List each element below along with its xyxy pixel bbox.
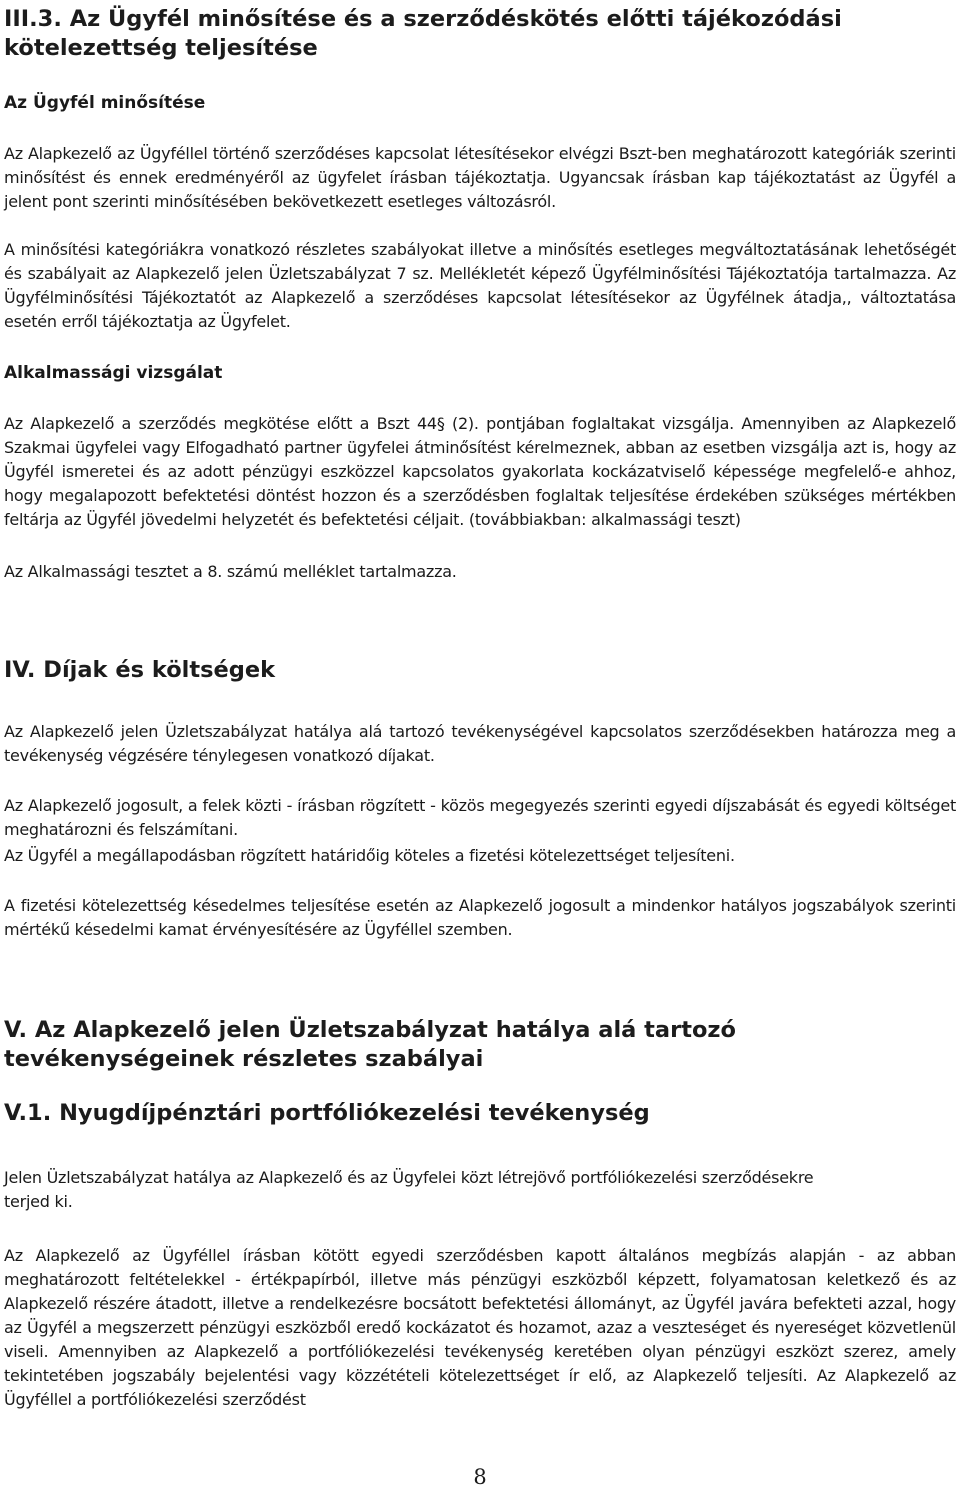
paragraph-v1-2: Az Alapkezelő az Ügyféllel írásban kötött egyedi szerződésben kapott általános megbízás alapján - az abban meghatározott feltételekkel - értékpapírból, illetve más pénzügyi eszközből képzett, folyamatosan keletkező és az Alapkezelő részére átadott, illetve a rendelkezésre bocsátott befektetési állományt, az Ügyfél javára befekteti azzal, hogy az Ügyfél a megszerzett pénzügyi eszközből eredő kockázatot és hozamot, azaz a veszteséget és nyereséget közvetlenül viseli. Amennyiben az Alapkezelő a portfóliókezelési tevékenység keretében olyan pénzügyi eszközt szerez, amely tekintetében jogszabály bejelentési vagy közzétételi kötelezettséget ír elő, az Alapkezelő teljesíti. Az Alapkezelő az Ügyféllel a portfóliókezelési szerződést: [4, 1246, 956, 1409]
subheading-alkalmassagi-vizsgalat: Alkalmassági vizsgálat: [4, 363, 223, 383]
paragraph-dijak-4: A fizetési kötelezettség késedelmes teljesítése esetén az Alapkezelő jogosult a mindenkor hatályos jogszabályok szerinti mértékű késedelmi kamat érvényesítésére az Ügyféllel szemben.: [4, 896, 956, 939]
section-heading-iv: IV. Díjak és költségek: [4, 657, 276, 683]
paragraph-v1-1-line-2: terjed ki.: [4, 1192, 73, 1211]
paragraph-minosites-2: A minősítési kategóriákra vonatkozó részletes szabályokat illetve a minősítés esetleges megváltoztatásának lehetőségét és szabályait az Alapkezelő jelen Üzletszabályzat 7 sz. Mellékletét képező Ügyfélminősítési Tájékoztatója tartalmazza. Az Ügyfélminősítési Tájékoztatót az Alapkezelő a szerződéses kapcsolat létesítésekor az Ügyfélnek átadja,, változtatása esetén erről tájékoztatja az Ügyfelet.: [4, 240, 956, 331]
paragraph-v1-1-line-1: Jelen Üzletszabályzat hatálya az Alapkezelő és az Ügyfelei közt létrejövő portfóliókezelési szerződésekre: [4, 1168, 814, 1187]
page-number: 8: [473, 1465, 487, 1489]
paragraph-dijak-2: Az Alapkezelő jogosult, a felek közti - írásban rögzített - közös megegyezés szerinti egyedi díjszabását és egyedi költséget meghatározni és felszámítani.: [4, 796, 956, 839]
line-alkalmassagi-melleklet: Az Alkalmassági tesztet a 8. számú melléklet tartalmazza.: [4, 562, 457, 581]
paragraph-minosites-1: Az Alapkezelő az Ügyféllel történő szerződéses kapcsolat létesítésekor elvégzi Bszt-ben meghatározott kategóriák szerinti minősítést és ennek eredményéről az ügyfelet írásban tájékoztatja. Ugyancsak írásban kap tájékoztatást az Ügyfél a jelent pont szerinti minősítésében bekövetkezett esetleges változásról.: [4, 144, 956, 211]
paragraph-dijak-1: Az Alapkezelő jelen Üzletszabályzat hatálya alá tartozó tevékenységével kapcsolatos szerződésekben határozza meg a tevékenység végzésére ténylegesen vonatkozó díjakat.: [4, 722, 956, 765]
line-dijak-3: Az Ügyfél a megállapodásban rögzített határidőig köteles a fizetési kötelezettséget teljesíteni.: [4, 846, 735, 865]
section-heading-iii-3: III.3. Az Ügyfél minősítése és a szerződéskötés előtti tájékozódási kötelezettség teljesítése: [4, 6, 842, 61]
subheading-ugyfel-minositese: Az Ügyfél minősítése: [4, 93, 206, 113]
paragraph-alkalmassagi: Az Alapkezelő a szerződés megkötése előtt a Bszt 44§ (2). pontjában foglaltakat vizsgálja. Amennyiben az Alapkezelő Szakmai ügyfelei vagy Elfogadható partner ügyfelei átminősítést kérelmeznek, abban az esetben vizsgálja azt is, hogy az Ügyfél ismeretei és az adott pénzügyi eszközzel kapcsolatos gyakorlata kockázatviselő képessége megfelelő-e ahhoz, hogy megalapozott befektetési döntést hozzon és a szerződésben foglaltak teljesítése érdekében szükséges mértékben feltárja az Ügyfél jövedelmi helyzetét és befektetési céljait. (továbbiakban: alkalmassági teszt): [4, 414, 956, 529]
section-heading-v: V. Az Alapkezelő jelen Üzletszabályzat hatálya alá tartozó tevékenységeinek részletes szabályai: [4, 1017, 736, 1072]
section-heading-v-1: V.1. Nyugdíjpénztári portfóliókezelési tevékenység: [4, 1100, 650, 1126]
